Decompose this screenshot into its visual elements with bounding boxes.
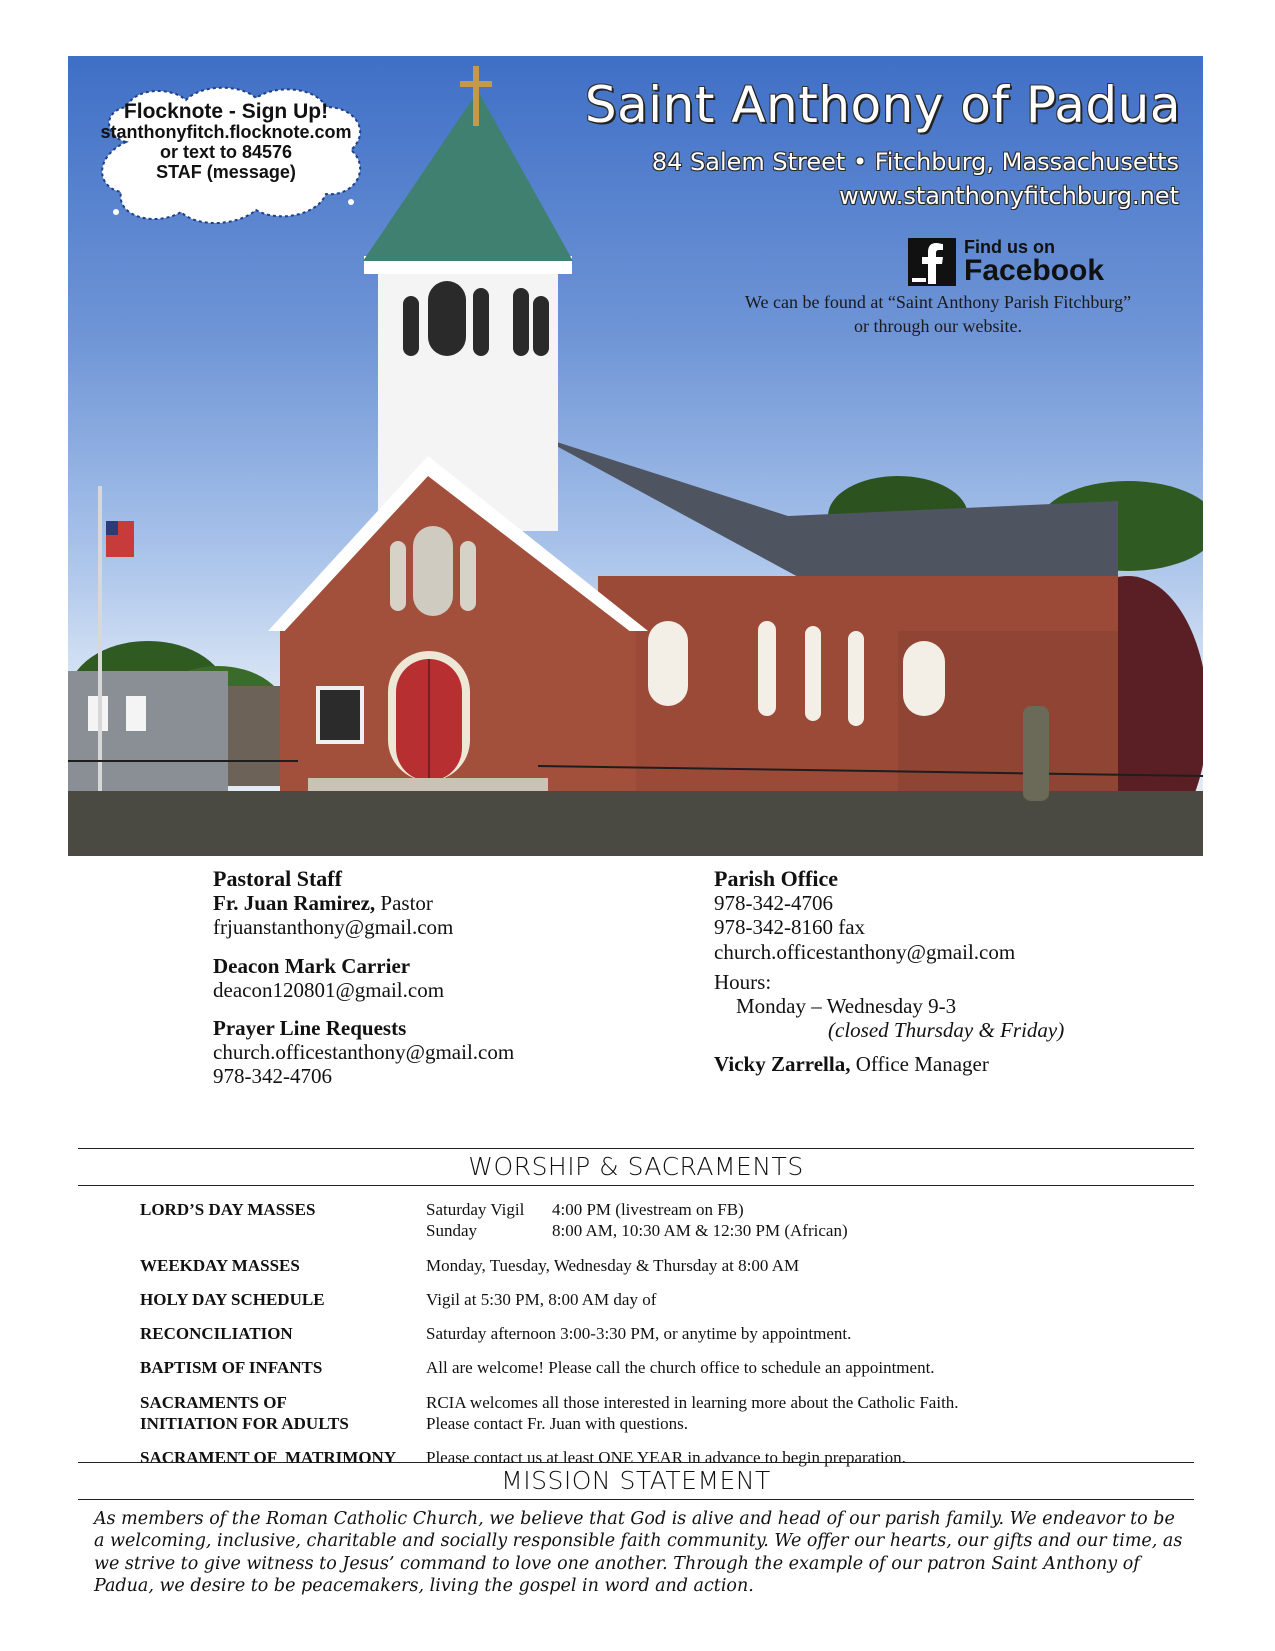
church-photo <box>68 56 1203 856</box>
holy-day-detail: Vigil at 5:30 PM, 8:00 AM day of <box>426 1289 657 1309</box>
pastoral-staff <box>213 866 653 1088</box>
office-heading: Parish Office <box>714 866 839 891</box>
table-row <box>140 1357 1180 1378</box>
table-row <box>140 1255 1180 1276</box>
sunday-key: Sunday <box>426 1221 477 1241</box>
initiation-detail-line2: Please contact Fr. Juan with questions. <box>426 1413 689 1433</box>
pastor-email[interactable]: frjuanstanthony@gmail.com <box>213 915 454 940</box>
baptism-detail: All are welcome! Please call the church office to schedule an appointment. <box>426 1358 935 1378</box>
parish-office <box>714 866 1174 1076</box>
pastor-role: Pastor <box>375 891 433 916</box>
facebook-note-line2: or through our website. <box>854 316 1022 337</box>
sunday-value: 8:00 AM, 10:30 AM & 12:30 PM (African) <box>552 1221 848 1241</box>
parish-website[interactable]: www.stanthonyfitchburg.net <box>839 182 1179 210</box>
office-hours-note: (closed Thursday & Friday) <box>828 1018 1065 1042</box>
prayer-heading: Prayer Line Requests <box>213 1015 407 1040</box>
vigil-value: 4:00 PM (livestream on FB) <box>552 1200 744 1219</box>
office-phone[interactable]: 978-342-4706 <box>714 891 833 916</box>
baptism-label: BAPTISM OF INFANTS <box>140 1358 323 1378</box>
deacon-email[interactable]: deacon120801@gmail.com <box>213 977 445 1002</box>
initiation-label-line2: INITIATION FOR ADULTS <box>140 1413 349 1433</box>
lords-day-label: LORD’S DAY MASSES <box>140 1200 316 1219</box>
matrimony-detail: Please contact us at least ONE YEAR in advance to begin preparation. <box>426 1448 906 1467</box>
facebook-note-line1: We can be found at “Saint Anthony Parish Fitchburg” <box>744 292 1132 312</box>
mission-heading: MISSION STATEMENT <box>78 1462 1194 1500</box>
flocknote-text-keyword: STAF (message) <box>156 161 296 182</box>
office-manager <box>714 1052 1174 1076</box>
initiation-label-line1: SACRAMENTS OF <box>140 1392 287 1412</box>
hours-label: Hours: <box>714 969 772 994</box>
manager-name: Vicky Zarrella, <box>714 1052 851 1077</box>
initiation-detail-line1: RCIA welcomes all those interested in learning more about the Catholic Faith. <box>426 1392 959 1412</box>
sacraments-table <box>140 1199 1180 1481</box>
reconciliation-detail: Saturday afternoon 3:00-3:30 PM, or anytime by appointment. <box>426 1324 852 1343</box>
facebook-note <box>688 290 1188 339</box>
prayer-phone[interactable]: 978-342-4706 <box>213 1064 332 1089</box>
table-row <box>140 1392 1180 1435</box>
initiation-label <box>140 1392 426 1435</box>
flocknote-url[interactable]: stanthonyfitch.flocknote.com <box>100 122 352 143</box>
holy-day-label: HOLY DAY SCHEDULE <box>140 1289 325 1309</box>
table-row <box>140 1289 1180 1310</box>
flocknote-title: Flocknote - Sign Up! <box>123 100 329 123</box>
matrimony-label: SACRAMENT OF MATRIMONY <box>140 1448 397 1467</box>
reconciliation-label: RECONCILIATION <box>140 1324 293 1343</box>
office-hours: Monday – Wednesday 9-3 <box>736 993 957 1018</box>
table-row <box>140 1199 1180 1242</box>
initiation-detail <box>426 1392 1180 1435</box>
pastor-line <box>213 891 653 915</box>
flocknote-cloud <box>86 82 376 232</box>
weekday-detail: Monday, Tuesday, Wednesday & Thursday at 8:00 AM <box>426 1255 800 1275</box>
office-fax: 978-342-8160 fax <box>714 915 866 940</box>
table-row <box>140 1323 1180 1344</box>
flocknote-text-number: or text to 84576 <box>159 141 293 162</box>
weekday-label: WEEKDAY MASSES <box>140 1255 300 1275</box>
facebook-big-text: Facebook <box>964 254 1105 287</box>
worship-heading: WORSHIP & SACRAMENTS <box>78 1148 1194 1186</box>
parish-title: Saint Anthony of Padua <box>584 76 1181 134</box>
mission-text: As members of the Roman Catholic Church, we believe that God is alive and head of our parish family. We endeavor to be a welcoming, inclusive, charitable and socially responsible faith community. We offer our hearts, our gifts and our time, as we strive to give witness to Jesus’ command to love one another. Through the example of our patron Saint Anthony of Padua, we desire to be peacemakers, living the gospel in word and action. <box>94 1509 1183 1597</box>
facebook-badge[interactable] <box>908 238 1104 286</box>
facebook-small-text: Find us on <box>964 237 1055 257</box>
pastor-name: Fr. Juan Ramirez, <box>213 891 376 916</box>
prayer-email[interactable]: church.officestanthony@gmail.com <box>213 1040 515 1064</box>
facebook-icon <box>908 238 956 286</box>
pastoral-heading: Pastoral Staff <box>213 866 342 891</box>
office-email[interactable]: church.officestanthony@gmail.com <box>714 939 1016 964</box>
manager-role: Office Manager <box>850 1052 989 1077</box>
parish-address: 84 Salem Street • Fitchburg, Massachusetts <box>651 148 1179 176</box>
deacon-name: Deacon Mark Carrier <box>213 953 411 978</box>
vigil-key: Saturday Vigil <box>426 1200 525 1219</box>
